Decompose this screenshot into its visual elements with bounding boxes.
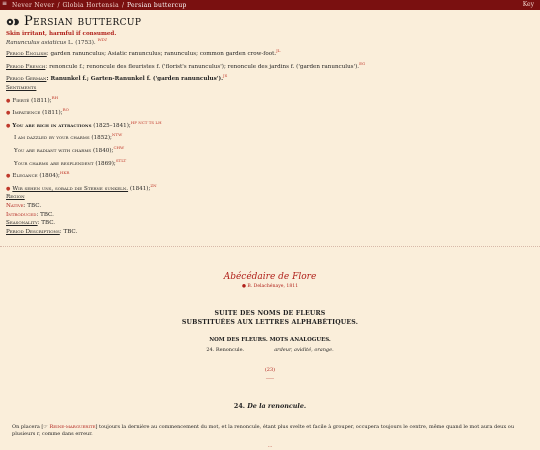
region-label[interactable]: Region — [6, 194, 25, 201]
citation-ref[interactable]: HKR — [59, 170, 70, 176]
sentiment-date: (1841); — [129, 185, 151, 192]
page-marker: (23) — [264, 367, 276, 374]
sentiment-name: Wir sehen uns, sobald die Sterne sunkeln. — [12, 185, 129, 192]
seasonality-value: : TBC. — [37, 220, 56, 227]
section-paragraph — [12, 424, 528, 438]
scientific-name: Ranunculus asiaticus — [6, 39, 67, 46]
native-label[interactable]: Native — [6, 202, 24, 209]
citation-ref[interactable]: NTW — [111, 132, 123, 138]
top-nav-bar — [0, 0, 540, 10]
sentiment-item — [6, 169, 534, 180]
period-german — [6, 72, 534, 83]
title-row — [6, 14, 534, 29]
sentiment-name: Fierté — [12, 97, 30, 104]
book-author: B. Delachénaye, 1811 — [247, 284, 299, 290]
period-english-label[interactable]: Period English — [6, 51, 47, 58]
citation-ref[interactable]: ZN — [150, 182, 157, 188]
paragraph-start: On placera [ — [12, 424, 44, 431]
columns-header: NOM DES FLEURS. MOTS ANALOGUES. — [209, 337, 331, 344]
sentiment-date: (1811); — [31, 97, 52, 104]
warning-text: Skin irritant, harmful if consumed. — [6, 31, 117, 37]
native-row — [6, 203, 534, 210]
suite-line-2: SUBSTITUÉES AUX LETTRES ALPHABÉTIQUES. — [181, 319, 359, 327]
sentiments-label[interactable]: Sentiments — [6, 85, 37, 92]
book-subtitle — [0, 284, 540, 289]
sentiment-date: (1811); — [42, 110, 63, 117]
breadcrumb-globia-hortensia[interactable]: Globia Hortensia — [62, 1, 119, 9]
citation-ref[interactable]: RH — [51, 94, 59, 100]
book-bullet-icon: ● — [241, 284, 246, 290]
sentiment-item — [6, 182, 534, 193]
citation-ref[interactable]: RO — [62, 107, 69, 113]
citation-ref[interactable]: JS — [223, 73, 228, 79]
section-title-text: De la renoncule. — [247, 402, 307, 411]
period-french — [6, 60, 534, 71]
citation-ref[interactable]: STLT — [115, 157, 127, 163]
sentiment-bullet-icon: ● — [6, 172, 11, 179]
period-french-value: : renoncule f.; renoncule des fleuristes f. ('florist's ranunculus'); renoncule des jardins f. ('garden ranunculus'). — [45, 63, 360, 70]
introduced-label[interactable]: Introduced — [6, 211, 37, 218]
sentiment-date: (1804); — [39, 172, 60, 179]
sentiment-bullet-icon: ● — [6, 185, 11, 192]
sentiment-bullet-icon: ● — [6, 110, 11, 117]
pointing-hand-icon: ☞ — [43, 424, 48, 431]
sentiment-name: I am dazzled by your charms — [14, 135, 90, 142]
sentiment-date: (1840); — [92, 147, 114, 154]
plant-entry — [0, 10, 540, 236]
section-title-number: 24. — [233, 402, 245, 411]
sentiment-date: (1825–1841); — [93, 122, 131, 129]
page-marker-rule: ⸺ — [265, 376, 275, 383]
sentiment-subitem — [6, 131, 534, 142]
breadcrumb-never-never[interactable]: Never Never — [12, 1, 55, 9]
sentiment-bullet-icon: ● — [6, 122, 11, 129]
sentiment-name: You are rich in attractions — [12, 122, 92, 129]
citation-ref[interactable]: HP NCT TS LH — [130, 119, 162, 125]
scientific-author: L. (1753). — [68, 39, 96, 46]
citation-ref[interactable]: JL — [276, 48, 281, 54]
suite-line-1: SUITE DES NOMS DE FLEURS — [214, 310, 326, 318]
breadcrumb-separator: / — [121, 1, 124, 9]
entry-row — [0, 347, 540, 353]
sentiment-item — [6, 119, 534, 130]
native-value: : TBC. — [23, 202, 42, 209]
breadcrumb-current: Persian buttercup — [126, 1, 187, 9]
sentiment-name: Your charms are resplendent — [14, 160, 94, 167]
book-header — [0, 272, 540, 289]
sentiment-bullet-icon: ● — [6, 97, 11, 104]
seasonality-label[interactable]: Seasonality — [6, 220, 38, 227]
section-title — [0, 402, 540, 410]
sentiment-name: Impatience — [12, 110, 41, 117]
section-divider — [0, 246, 540, 248]
period-german-label[interactable]: Period German — [6, 76, 47, 83]
scientific-name-line — [6, 37, 534, 46]
sentiment-date: (1852); — [91, 135, 112, 142]
period-descriptions-label[interactable]: Period Descriptions — [6, 229, 60, 236]
introduced-row — [6, 212, 534, 219]
sentiment-subitem — [6, 144, 534, 155]
sentiment-name: You are radiant with charms — [14, 147, 92, 154]
sentiment-item — [6, 94, 534, 105]
citation-ref[interactable]: EG — [359, 60, 366, 66]
citation-ref[interactable]: WD1 — [97, 37, 108, 42]
suite-heading — [0, 309, 540, 327]
key-link[interactable]: Key — [522, 1, 534, 8]
paragraph-rest: ] toujours la dernière au commencement du mot, et la renoncule, étant plus svelte et facile à grouper, occupera toujours le centre, même quand le mot aura deux ou plusieurs r, comme dans erreur. — [12, 424, 515, 438]
page-title: Persian buttercup — [24, 14, 142, 29]
page-end-ornament: ··· — [267, 444, 273, 450]
period-descriptions-value: : TBC. — [59, 229, 78, 236]
sentiment-date: (1869); — [95, 160, 116, 167]
introduced-value: : TBC. — [36, 211, 54, 218]
period-descriptions-row — [6, 229, 534, 236]
reine-marguerite-link[interactable]: Reine-marguerite — [49, 424, 96, 431]
flower-icon — [6, 17, 20, 27]
period-german-value: : Ranunkel f.; Garten-Ranunkel f. ('garden ranunculus'). — [46, 76, 224, 83]
breadcrumb-separator: / — [57, 1, 60, 9]
citation-ref[interactable]: CHW — [113, 145, 125, 150]
period-english-value: : garden ranunculus; Asiatic ranunculus; ranunculus; common garden crow-foot. — [46, 51, 277, 58]
seasonality-row — [6, 220, 534, 227]
sentiment-subitem — [6, 157, 534, 168]
entry-words: ardeur, avidité, orange. — [274, 347, 334, 354]
sentiment-item — [6, 106, 534, 117]
period-english — [6, 47, 534, 58]
menu-icon[interactable]: ≡ — [2, 0, 8, 7]
entry-number: 24. Renoncule. — [206, 347, 245, 354]
sentiment-name: Elegance — [12, 172, 38, 179]
period-french-label[interactable]: Period French — [6, 63, 46, 70]
book-title[interactable]: Abécédaire de Flore — [223, 272, 317, 283]
